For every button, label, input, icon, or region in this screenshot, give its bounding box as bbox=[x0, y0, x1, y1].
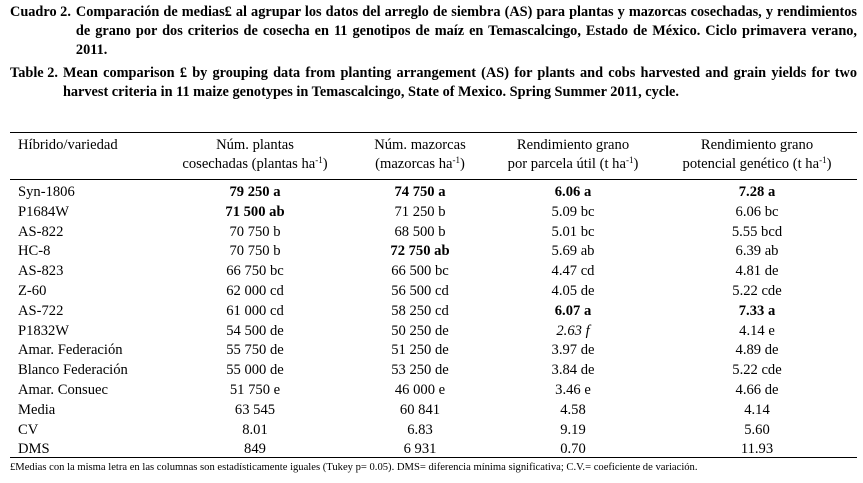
table-cell: 5.01 bc bbox=[551, 223, 595, 240]
table-cell: CV bbox=[18, 421, 39, 438]
header-rend-parcela: Rendimiento grano por parcela útil (t $ha^{-1}$) bbox=[507, 137, 639, 172]
table-row bbox=[0, 381, 863, 401]
table-cell: 2.63 f bbox=[556, 322, 590, 339]
table-cell: 4.58 bbox=[560, 401, 586, 418]
table-cell: 5.69 ab bbox=[551, 243, 595, 260]
table-cell: 5.55 bcd bbox=[731, 223, 783, 240]
table-cell: 8.01 bbox=[242, 421, 268, 438]
caption-english-label: Table 2. bbox=[10, 65, 58, 81]
table-cell: 70 750 b bbox=[229, 243, 281, 260]
header-rend-potencial: Rendimiento grano potencial genético (t $ha^{-1}$) bbox=[682, 137, 832, 172]
table-cell: 55 750 de bbox=[226, 342, 284, 359]
table-cell: 68 500 b bbox=[394, 223, 446, 240]
table-cell: 51 750 e bbox=[229, 381, 281, 398]
table-row bbox=[0, 401, 863, 421]
table-top-rule bbox=[10, 132, 857, 133]
table-cell: 51 250 de bbox=[391, 342, 449, 359]
table-cell: 62 000 cd bbox=[226, 282, 284, 299]
table-cell: 3.46 e bbox=[555, 381, 591, 398]
table-row bbox=[0, 262, 863, 282]
table-cell: 58 250 cd bbox=[391, 302, 449, 319]
table-cell: 71 250 b bbox=[394, 203, 446, 220]
table-cell: 4.05 de bbox=[551, 282, 595, 299]
table-cell: 7.33 a bbox=[738, 302, 776, 319]
caption-spanish bbox=[10, 3, 857, 60]
table-row bbox=[0, 223, 863, 243]
table-cell: 3.84 de bbox=[551, 362, 595, 379]
table-cell: 4.81 de bbox=[735, 263, 779, 280]
table-header-rule bbox=[10, 179, 857, 180]
table-cell: 5.09 bc bbox=[551, 203, 595, 220]
table-cell: 0.70 bbox=[560, 441, 586, 458]
table-row bbox=[0, 203, 863, 223]
table-row bbox=[0, 322, 863, 342]
table-cell: 56 500 cd bbox=[391, 282, 449, 299]
table-cell: P1832W bbox=[18, 322, 70, 339]
table-cell: 5.22 cde bbox=[732, 362, 782, 379]
table-cell: 63 545 bbox=[234, 401, 276, 418]
table-row bbox=[0, 282, 863, 302]
table-cell: 4.89 de bbox=[735, 342, 779, 359]
table-footnote: £Medias con la misma letra en las columnas son estadísticamente iguales (Tukey p= 0.05). DMS= diferencia mínima significativa; C.V.= coeficiente de variación. bbox=[10, 462, 698, 473]
table-cell: Media bbox=[18, 401, 56, 418]
table-cell: 60 841 bbox=[399, 401, 441, 418]
table-cell: 6 931 bbox=[403, 441, 437, 458]
table-cell: HC-8 bbox=[18, 243, 51, 260]
table-cell: 79 250 a bbox=[229, 184, 281, 200]
table-cell: 55 000 de bbox=[226, 362, 284, 379]
table-cell: Syn-1806 bbox=[18, 184, 75, 200]
table-cell: 6.83 bbox=[407, 421, 433, 438]
table-row bbox=[0, 302, 863, 322]
table-bottom-rule bbox=[10, 457, 857, 458]
header-hibrido: Híbrido/variedad bbox=[18, 137, 118, 153]
table-cell: 6.07 a bbox=[554, 302, 592, 319]
table-cell: 71 500 ab bbox=[225, 203, 285, 220]
table-cell: 72 750 ab bbox=[390, 243, 450, 260]
table-row bbox=[0, 421, 863, 441]
table-cell: 7.28 a bbox=[738, 184, 776, 200]
table-cell: AS-822 bbox=[18, 223, 64, 240]
table-cell: 6.06 bc bbox=[735, 203, 779, 220]
table-cell: DMS bbox=[18, 441, 50, 458]
caption-english-text: Mean comparison £ by grouping data from planting arrangement (AS) for plants and cobs harvested and grain yields for two harvest criteria in 11 maize genotypes in Temascalcingo, State of Mexico. Spring Summer 2011, cycle. bbox=[62, 65, 857, 100]
table-row bbox=[0, 183, 863, 203]
table-row bbox=[0, 341, 863, 361]
caption-spanish-label: Cuadro 2. bbox=[10, 4, 71, 20]
table-cell: Blanco Federación bbox=[18, 362, 128, 379]
table-cell: 54 500 de bbox=[226, 322, 284, 339]
table-cell: 9.19 bbox=[560, 421, 586, 438]
table-cell: Amar. Federación bbox=[18, 342, 123, 359]
table-cell: 61 000 cd bbox=[226, 302, 284, 319]
table-row bbox=[0, 361, 863, 381]
table-cell: Amar. Consuec bbox=[18, 381, 108, 398]
table-cell: 849 bbox=[244, 441, 266, 458]
table-cell: 5.22 cde bbox=[732, 282, 782, 299]
table-cell: 6.39 ab bbox=[735, 243, 779, 260]
table-body bbox=[0, 183, 863, 460]
table-cell: AS-823 bbox=[18, 263, 64, 280]
table-cell: 4.66 de bbox=[735, 381, 779, 398]
table-cell: 50 250 de bbox=[391, 322, 449, 339]
table-cell: Z-60 bbox=[18, 282, 47, 299]
table-cell: 46 000 e bbox=[394, 381, 446, 398]
table-cell: 74 750 a bbox=[394, 184, 446, 200]
table-cell: 11.93 bbox=[740, 441, 774, 458]
table-cell: 70 750 b bbox=[229, 223, 281, 240]
table-cell: 4.47 cd bbox=[551, 263, 595, 280]
table-cell: 66 500 bc bbox=[391, 263, 449, 280]
caption-english bbox=[10, 64, 857, 102]
table-cell: 5.60 bbox=[744, 421, 770, 438]
header-mazorcas: Núm. mazorcas (mazorcas $ha^{-1}$) bbox=[374, 137, 466, 172]
table-row bbox=[0, 242, 863, 262]
table-cell: 4.14 e bbox=[739, 322, 775, 339]
table-cell: 4.14 bbox=[744, 401, 770, 418]
table-cell: P1684W bbox=[18, 203, 70, 220]
table-cell: 66 750 bc bbox=[226, 263, 284, 280]
header-plantas: Núm. plantas cosechadas (plantas $ha^{-1}$) bbox=[182, 137, 328, 172]
table-cell: 3.97 de bbox=[551, 342, 595, 359]
table-cell: 6.06 a bbox=[554, 184, 592, 200]
table-cell: AS-722 bbox=[18, 302, 64, 319]
table-cell: 53 250 de bbox=[391, 362, 449, 379]
caption-spanish-text: Comparación de medias£ al agrupar los datos del arreglo de siembra (AS) para plantas y mazorcas cosechadas, y rendimientos de grano por dos criterios de cosecha en 11 genotipos de maíz en Temascalcingo, Estado de México. Ciclo primavera verano, 2011. bbox=[75, 4, 857, 58]
